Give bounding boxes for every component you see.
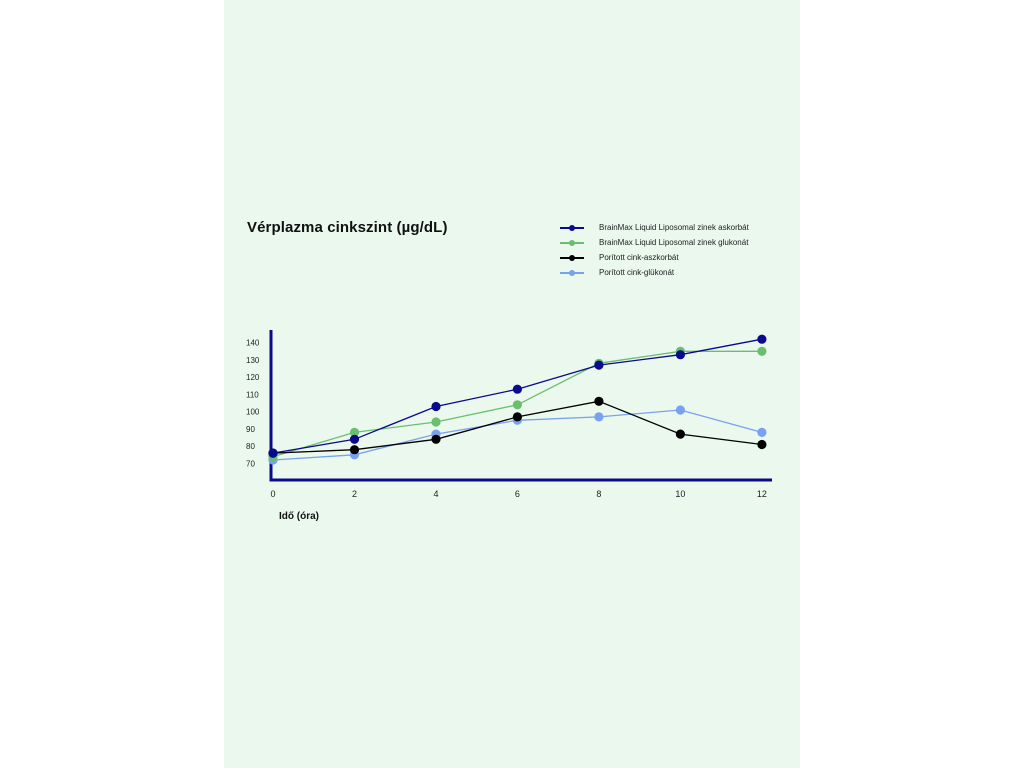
series-2-point-6: [757, 440, 766, 449]
series-1-point-3: [513, 400, 522, 409]
y-tick-label-140: 140: [246, 338, 260, 348]
x-tick-label-4: 4: [433, 489, 439, 499]
series-0-point-4: [594, 361, 603, 370]
y-tick-label-100: 100: [246, 407, 260, 417]
x-axis-title: Idő (óra): [279, 511, 319, 522]
y-tick-label-120: 120: [246, 373, 260, 383]
series-3-point-5: [676, 405, 685, 414]
series-3-point-4: [594, 412, 603, 421]
series-2-point-3: [513, 412, 522, 421]
series-2-point-4: [594, 397, 603, 406]
y-tick-label-130: 130: [246, 355, 260, 365]
series-2-point-2: [431, 435, 440, 444]
y-tick-label-90: 90: [246, 424, 255, 434]
series-0-point-2: [431, 402, 440, 411]
series-line-0: [273, 339, 762, 453]
series-0-point-0: [268, 449, 277, 458]
chart-page: [224, 0, 800, 768]
series-2-point-5: [676, 430, 685, 439]
series-1-point-2: [431, 417, 440, 426]
x-tick-label-8: 8: [596, 489, 602, 499]
x-tick-label-6: 6: [514, 489, 520, 499]
y-tick-label-110: 110: [246, 390, 259, 400]
x-tick-label-10: 10: [675, 489, 686, 499]
series-0-point-1: [350, 435, 359, 444]
legend-label-0: BrainMax Liquid Liposomal zinek askorbát: [599, 223, 749, 232]
chart-title: Vérplazma cinkszint (µg/dL): [247, 219, 448, 236]
series-0-point-6: [757, 335, 766, 344]
legend-label-1: BrainMax Liquid Liposomal zinek glukonát: [599, 238, 749, 247]
series-3-point-6: [757, 428, 766, 437]
series-2-point-1: [350, 445, 359, 454]
line-chart: [224, 0, 800, 768]
series-1-point-6: [757, 347, 766, 356]
y-tick-label-80: 80: [246, 442, 255, 452]
legend-label-3: Porított cink-glükonát: [599, 268, 675, 277]
x-tick-label-12: 12: [756, 489, 767, 499]
y-tick-label-70: 70: [246, 459, 255, 469]
series-0-point-5: [676, 350, 685, 359]
x-tick-label-2: 2: [351, 489, 357, 499]
series-0-point-3: [513, 385, 522, 394]
legend-label-2: Porított cink-aszkorbát: [599, 253, 679, 262]
x-tick-label-0: 0: [270, 489, 276, 499]
